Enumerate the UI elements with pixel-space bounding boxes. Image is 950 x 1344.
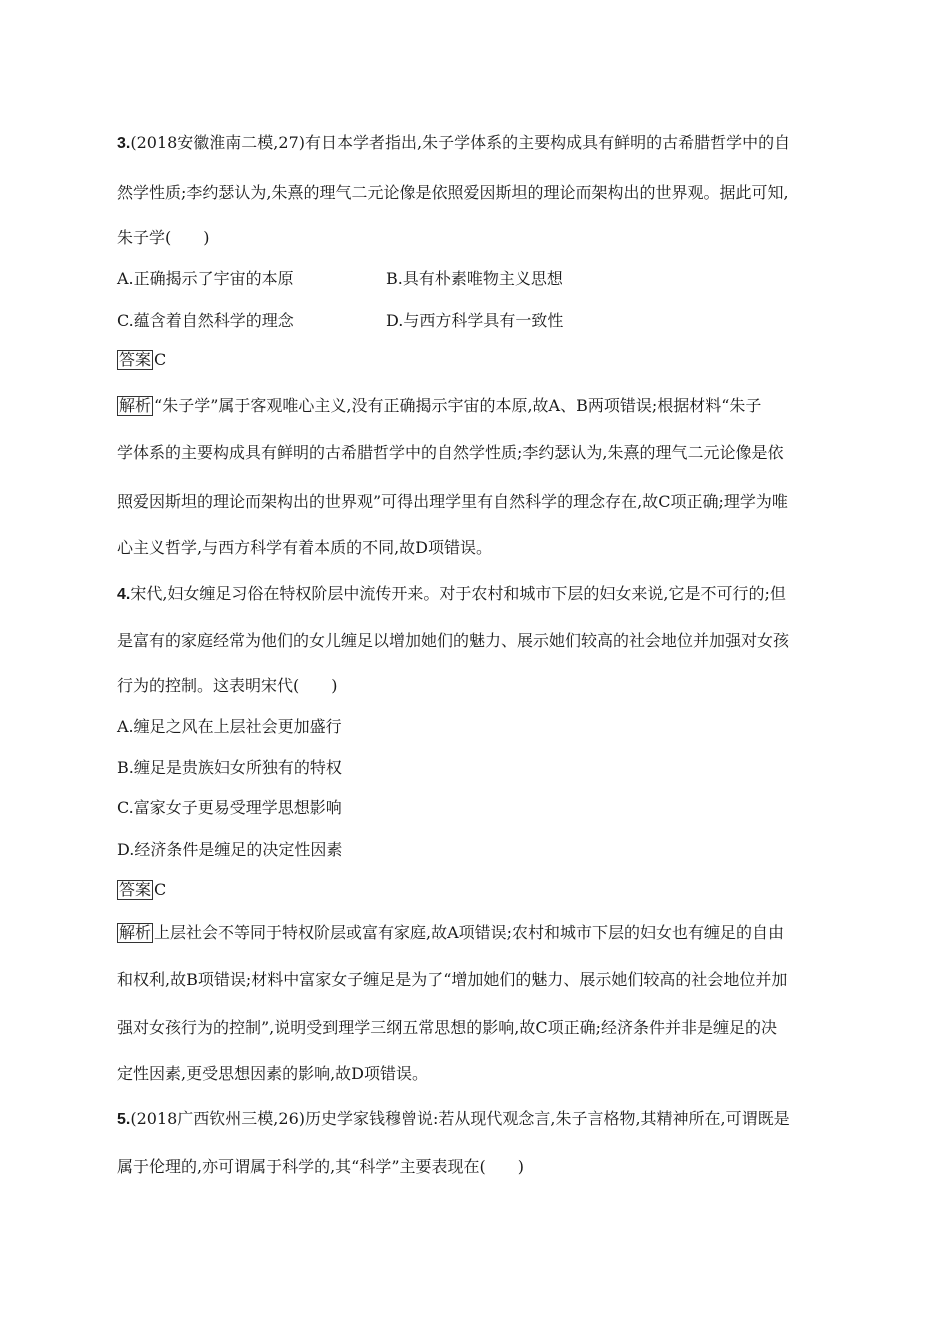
q4-answer-line bbox=[117, 879, 166, 901]
q3-option-a: A.正确揭示了宇宙的本原 bbox=[117, 269, 294, 288]
q3-stem-line-2: 然学性质;李约瑟认为,朱熹的理气二元论像是依照爱因斯坦的理论而架构出的世界观。据此可知, bbox=[117, 183, 789, 202]
q5-stem-line-2: 属于伦理的,亦可谓属于科学的,其“科学”主要表现在( ) bbox=[117, 1157, 525, 1176]
q3-stem-line-1 bbox=[117, 132, 790, 155]
q4-analysis-line-3: 强对女孩行为的控制”,说明受到理学三纲五常思想的影响,故C项正确;经济条件并非是缠足的决 bbox=[117, 1018, 777, 1037]
q3-number: 3. bbox=[117, 135, 131, 152]
q3-analysis-tag: 解析 bbox=[119, 396, 152, 415]
q4-number: 4. bbox=[117, 586, 131, 603]
q4-analysis-line-2: 和权利,故B项错误;材料中富家女子缠足是为了“增加她们的魅力、展示她们较高的社会地位并加 bbox=[117, 970, 788, 989]
q3-option-d: D.与西方科学具有一致性 bbox=[386, 311, 564, 330]
q5-stem-line-1 bbox=[117, 1108, 790, 1131]
q4-option-d: D.经济条件是缠足的决定性因素 bbox=[117, 840, 343, 859]
q5-number: 5. bbox=[117, 1111, 131, 1128]
q3-analysis-text-1: “朱子学”属于客观唯心主义,没有正确揭示宇宙的本原,故A、B两项错误;根据材料“朱子 bbox=[154, 396, 762, 415]
q4-stem-line-2: 是富有的家庭经常为他们的女儿缠足以增加她们的魅力、展示她们较高的社会地位并加强对女孩 bbox=[117, 631, 790, 650]
q3-option-c: C.蕴含着自然科学的理念 bbox=[117, 311, 294, 330]
q4-analysis-line-4: 定性因素,更受思想因素的影响,故D项错误。 bbox=[117, 1064, 429, 1083]
q4-analysis-tag: 解析 bbox=[119, 923, 152, 942]
q3-answer-tag: 答案 bbox=[119, 350, 152, 369]
q4-stem-line-1 bbox=[117, 583, 786, 606]
q3-answer-line bbox=[117, 349, 166, 371]
q3-stem-line-3: 朱子学( ) bbox=[117, 228, 210, 247]
q4-option-c: C.富家女子更易受理学思想影响 bbox=[117, 798, 342, 817]
q4-option-b: B.缠足是贵族妇女所独有的特权 bbox=[117, 758, 342, 777]
q3-analysis-line-1 bbox=[117, 395, 761, 417]
q4-answer-value: C bbox=[154, 880, 167, 899]
q3-stem-text-1: (2018安徽淮南二模,27)有日本学者指出,朱子学体系的主要构成具有鲜明的古希腊哲学中的自 bbox=[130, 133, 791, 152]
q4-stem-line-3: 行为的控制。这表明宋代( ) bbox=[117, 676, 338, 695]
q4-option-a: A.缠足之风在上层社会更加盛行 bbox=[117, 717, 342, 736]
q4-answer-tag: 答案 bbox=[119, 880, 152, 899]
q4-analysis-text-1: 上层社会不等同于特权阶层或富有家庭,故A项错误;农村和城市下层的妇女也有缠足的自由 bbox=[154, 923, 785, 942]
q3-option-b: B.具有朴素唯物主义思想 bbox=[386, 269, 563, 288]
q3-analysis-line-3: 照爱因斯坦的理论而架构出的世界观”可得出理学里有自然科学的理念存在,故C项正确;理学为唯 bbox=[117, 492, 788, 511]
q4-stem-text-1: 宋代,妇女缠足习俗在特权阶层中流传开来。对于农村和城市下层的妇女来说,它是不可行的;但 bbox=[130, 584, 786, 603]
q4-analysis-line-1 bbox=[117, 922, 784, 944]
q3-analysis-line-4: 心主义哲学,与西方科学有着本质的不同,故D项错误。 bbox=[117, 538, 493, 557]
q5-stem-text-1: (2018广西钦州三模,26)历史学家钱穆曾说:若从现代观念言,朱子言格物,其精神所在,可谓既是 bbox=[130, 1109, 790, 1128]
q3-analysis-line-2: 学体系的主要构成具有鲜明的古希腊哲学中的自然学性质;李约瑟认为,朱熹的理气二元论像是依 bbox=[117, 443, 784, 462]
q3-answer-value: C bbox=[154, 350, 167, 369]
